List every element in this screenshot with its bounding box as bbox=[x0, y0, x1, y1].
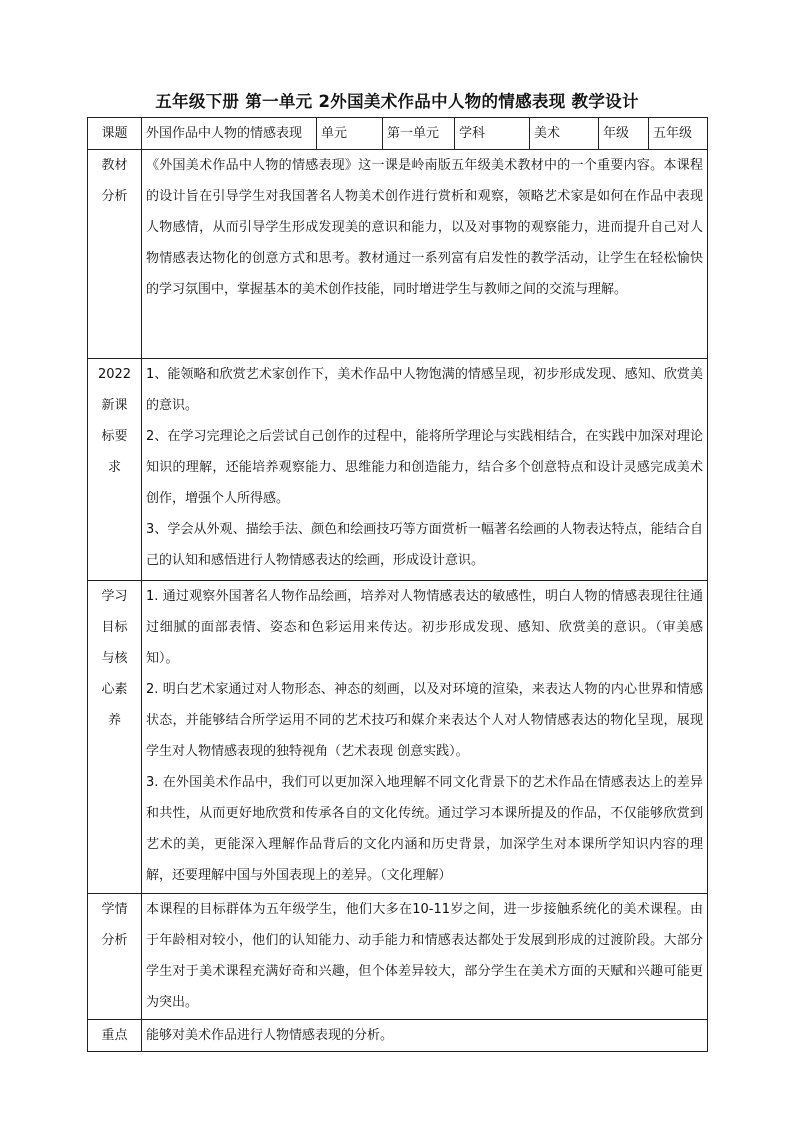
paragraph: 1. 通过观察外国著名人物作品绘画，培养对人物情感表达的敏感性，明白人物的情感表现往往通过细腻的面部表情、姿态和色彩运用来传达。初步形成发现、感知、欣赏美的意识。（审美感知）。 bbox=[146, 589, 703, 666]
key-point-value: 能够对美术作品进行人物情感表现的分析。 bbox=[142, 1020, 708, 1052]
lesson-plan-table bbox=[87, 117, 708, 1052]
section-body-learning-objectives bbox=[142, 581, 708, 894]
paragraph: 2. 明白艺术家通过对人物形态、神态的刻画，以及对环境的渲染，来表达人物的内心世界和情感状态，并能够结合所学运用不同的艺术技巧和媒介来表达个人对人物情感表达的物化呈现，展现学生对人物情感表现的独特视角（艺术表现 创意实践）。 bbox=[146, 682, 703, 759]
paragraph: 本课程的目标群体为五年级学生，他们大多在10-11岁之间，进一步接触系统化的美术课程。由于年龄相对较小，他们的认知能力、动手能力和情感表达都处于发展到形成的过渡阶段。大部分学生对于美术课程充满好奇和兴趣，但个体差异较大，部分学生在美术方面的天赋和兴趣可能更为突出。 bbox=[146, 902, 703, 1010]
section-label-text: 学情 分析 bbox=[101, 902, 128, 948]
section-label-student-analysis bbox=[88, 894, 142, 1020]
paragraph: 2、在学习完理论之后尝试自己创作的过程中，能将所学理论与实践相结合，在实践中加深对理论知识的理解，还能培养观察能力、思维能力和创造能力，结合多个创意特点和设计灵感完成美术创作，增强个人所得感。 bbox=[146, 429, 703, 506]
section-label-learning-objectives bbox=[88, 581, 142, 894]
topic-value: 外国作品中人物的情感表现 bbox=[142, 118, 317, 150]
key-point-row bbox=[88, 1020, 708, 1052]
key-point-label: 重点 bbox=[88, 1020, 142, 1052]
paragraph: 3、学会从外观、描绘手法、颜色和绘画技巧等方面赏析一幅著名绘画的人物表达特点，能结合自己的认知和感悟进行人物情感表达的绘画，形成设计意识。 bbox=[146, 522, 703, 568]
section-label-curriculum-requirements bbox=[88, 359, 142, 581]
section-body-student-analysis bbox=[142, 894, 708, 1020]
student-analysis-row bbox=[88, 894, 708, 1020]
section-body-textbook-analysis bbox=[142, 150, 708, 359]
header-row bbox=[88, 118, 708, 150]
topic-label: 课题 bbox=[88, 118, 142, 150]
unit-value: 第一单元 bbox=[383, 118, 455, 150]
curriculum-requirements-row bbox=[88, 359, 708, 581]
paragraph: 1、能领略和欣赏艺术家创作下，美术作品中人物饱满的情感呈现，初步形成发现、感知、欣赏美的意识。 bbox=[146, 367, 703, 413]
paragraph: 3. 在外国美术作品中，我们可以更加深入地理解不同文化背景下的艺术作品在情感表达上的差异和共性，从而更好地欣赏和传承各自的文化传统。通过学习本课所提及的作品，不仅能够欣赏到艺术的美，更能深入理解作品背后的文化内涵和历史背景，加深学生对本课所学知识内容的理解，还要理解中国与外国表现上的差异。（文化理解） bbox=[146, 775, 703, 883]
grade-value: 五年级 bbox=[649, 118, 708, 150]
subject-label: 学科 bbox=[455, 118, 530, 150]
subject-value: 美术 bbox=[530, 118, 599, 150]
section-body-curriculum-requirements bbox=[142, 359, 708, 581]
grade-label: 年级 bbox=[599, 118, 649, 150]
textbook-analysis-row bbox=[88, 150, 708, 359]
section-label-text: 学习 目标 与核 心素 养 bbox=[101, 589, 128, 728]
section-label-textbook-analysis bbox=[88, 150, 142, 359]
learning-objectives-row bbox=[88, 581, 708, 894]
document-title: 五年级下册 第一单元 2外国美术作品中人物的情感表现 教学设计 bbox=[155, 92, 639, 111]
section-label-text: 教材 分析 bbox=[101, 158, 128, 204]
section-label-text: 2022 新课 标要 求 bbox=[97, 367, 132, 475]
unit-label: 单元 bbox=[317, 118, 383, 150]
paragraph: 《外国美术作品中人物的情感表现》这一课是岭南版五年级美术教材中的一个重要内容。本课程的设计旨在引导学生对我国著名人物美术创作进行赏析和观察，领略艺术家是如何在作品中表现人物感情，从而引导学生形成发现美的意识和能力，以及对事物的观察能力，进而提升自己对人物情感表达物化的创意方式和思考。教材通过一系列富有启发性的教学活动，让学生在轻松愉快的学习氛围中，掌握基本的美术创作技能，同时增进学生与教师之间的交流与理解。 bbox=[146, 158, 703, 297]
